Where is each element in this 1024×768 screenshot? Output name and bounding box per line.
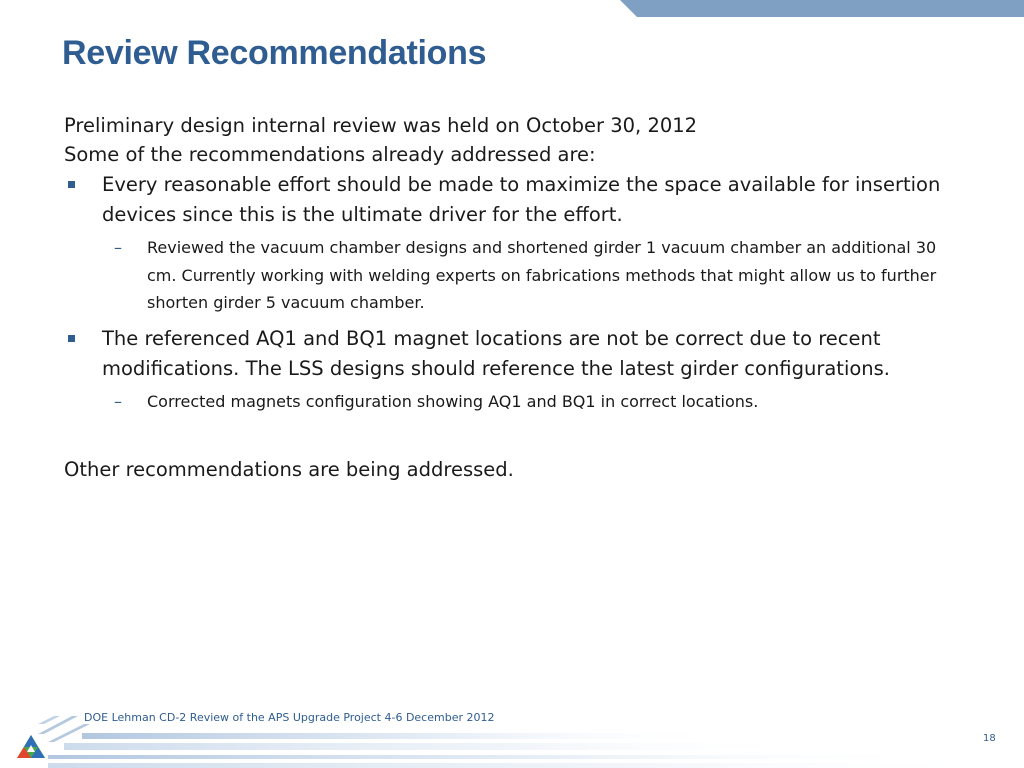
top-accent-band bbox=[620, 0, 1024, 17]
page-number: 18 bbox=[983, 733, 996, 744]
intro-line: Some of the recommendations already addressed are: bbox=[64, 143, 596, 166]
argonne-logo-icon bbox=[16, 734, 46, 760]
sub-bullet-item bbox=[64, 234, 947, 317]
bullet-item bbox=[64, 324, 964, 384]
closing-line: Other recommendations are being addressed. bbox=[64, 458, 514, 481]
dash-bullet-icon: – bbox=[114, 391, 122, 411]
slide-title: Review Recommendations bbox=[62, 34, 487, 72]
sub-bullet-text: Corrected magnets configuration showing AQ1 and BQ1 in correct locations. bbox=[147, 391, 759, 411]
sub-bullet-item bbox=[64, 388, 947, 416]
dash-bullet-icon: – bbox=[114, 238, 122, 257]
footer-text: DOE Lehman CD-2 Review of the APS Upgrade Project 4-6 December 2012 bbox=[84, 711, 495, 724]
bullet-text: The referenced AQ1 and BQ1 magnet locations are not be correct due to recent modifications. The LSS designs should reference the latest girder configurations. bbox=[102, 326, 891, 380]
bullet-text: Every reasonable effort should be made to maximize the space available for insertion devices since this is the ultimate driver for the effort. bbox=[102, 173, 941, 226]
square-bullet-icon bbox=[68, 181, 75, 188]
sub-bullet-text: Reviewed the vacuum chamber designs and shortened girder 1 vacuum chamber an additional 30 cm. Currently working with welding experts on fabrications methods that might allow us to further shorten girder 5 vacuum chamber. bbox=[147, 238, 937, 312]
slide-body bbox=[64, 111, 964, 484]
bullet-item bbox=[64, 170, 964, 230]
intro-line: Preliminary design internal review was held on October 30, 2012 bbox=[64, 114, 698, 137]
square-bullet-icon bbox=[68, 335, 75, 342]
